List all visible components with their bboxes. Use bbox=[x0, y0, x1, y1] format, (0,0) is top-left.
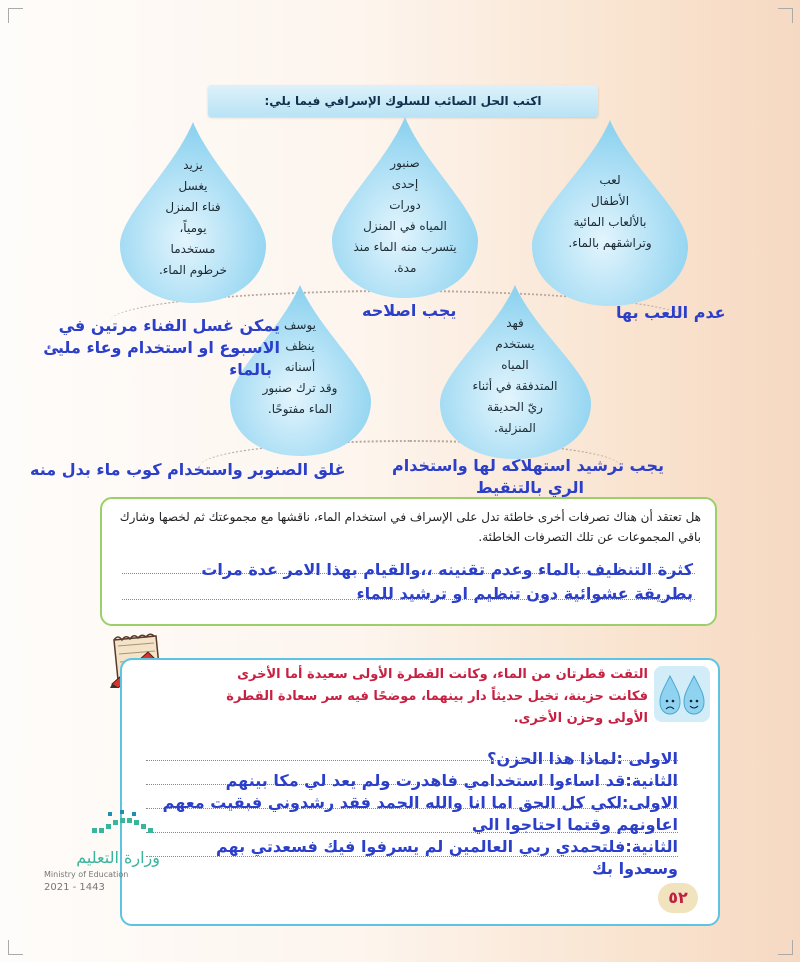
drop-line: يغسل bbox=[178, 179, 208, 193]
answer-line: يمكن غسل الفناء مرتين في bbox=[58, 316, 280, 335]
crop-mark bbox=[778, 940, 793, 955]
drop-line: الماء مفتوحًا. bbox=[267, 402, 333, 416]
drop-line: فناء المنزل bbox=[165, 200, 221, 214]
discussion-answer-line[interactable]: كثرة التنظيف بالماء وعدم تقنينه ،،والقيام بهذا الامر عدة مرات bbox=[201, 560, 693, 579]
answer-line: بالماء bbox=[229, 360, 272, 379]
dialogue[interactable] bbox=[163, 748, 678, 880]
answer-yazid bbox=[43, 315, 280, 381]
answer-youssef[interactable]: غلق الصنوبر واستخدام كوب ماء بدل منه bbox=[30, 460, 346, 479]
ministry-logo-icon bbox=[88, 810, 160, 838]
drop-line: فهد bbox=[506, 316, 524, 330]
drop-line: يتسرب منه الماء منذ bbox=[353, 240, 457, 254]
discussion-box bbox=[100, 497, 717, 626]
dialogue-line: اعاونهم وقتما احتاجوا الي bbox=[471, 815, 678, 834]
crop-mark bbox=[8, 8, 23, 23]
drop-line: الأطفال bbox=[590, 194, 630, 208]
answer-children[interactable]: عدم اللعب بها bbox=[616, 303, 726, 322]
page-number: ٥٢ bbox=[658, 883, 698, 913]
answer-sanbour[interactable]: يجب اصلاحه bbox=[362, 301, 457, 320]
story-box bbox=[120, 658, 720, 926]
drop-line: يستخدم bbox=[495, 337, 535, 351]
water-drops-icon bbox=[654, 666, 710, 722]
drop-line: أسنانه bbox=[284, 360, 316, 374]
drop-yazid bbox=[118, 120, 268, 305]
drop-line: لعب bbox=[599, 173, 621, 187]
crop-mark bbox=[8, 940, 23, 955]
dialogue-line: الثانية:قد اساءوا استخدامي فاهدرت ولم يعد لي مكا بينهم bbox=[225, 771, 678, 790]
drop-fahd bbox=[438, 283, 593, 461]
answer-fahd bbox=[392, 455, 664, 499]
drop-line: يزيد bbox=[183, 158, 203, 172]
drop-children bbox=[530, 118, 690, 308]
dialogue-line: الاولى:لكي كل الحق اما انا والله الحمد فقد رشدوني فبقيت معهم bbox=[162, 793, 678, 812]
exercise-title-text: اكتب الحل الصائب للسلوك الإسرافي فيما يلي: bbox=[264, 94, 542, 108]
drop-line: إحدى bbox=[391, 177, 419, 191]
answer-line: يجب ترشيد استهلاكه لها واستخدام bbox=[392, 456, 664, 475]
drop-sanbour bbox=[330, 115, 480, 300]
drop-line: وتراشقهم بالماء. bbox=[568, 236, 652, 250]
dialogue-line: وسعدوا بك bbox=[592, 859, 678, 878]
crop-mark bbox=[778, 8, 793, 23]
discussion-answer-line[interactable]: بطريقة عشوائية دون تنظيم او ترشيد للماء bbox=[356, 584, 693, 603]
drop-line: صنبور bbox=[390, 156, 420, 170]
drop-line: بالألعاب المائية bbox=[573, 215, 647, 229]
answer-line: الري بالتنقيط bbox=[476, 478, 584, 497]
drop-line: وقد ترك صنبور bbox=[262, 381, 338, 395]
dialogue-line: الاولى :لماذا هذا الحزن؟ bbox=[487, 749, 678, 768]
drop-line: ينظف bbox=[285, 339, 315, 353]
ministry-name-arabic: وزارة التعليم bbox=[76, 848, 160, 867]
drop-line: دورات bbox=[389, 198, 421, 212]
story-prompt: التقت قطرتان من الماء، وكانت القطرة الأولى سعيدة أما الأخرى فكانت حزينة، تخيل حديثاً دار بينهما، موضحًا فيه سر سعادة القطرة الأولى وحزن الأخرى. bbox=[226, 667, 648, 726]
drop-line: خرطوم الماء. bbox=[158, 263, 228, 277]
discussion-question: هل تعتقد أن هناك تصرفات أخرى خاطئة تدل على الإسراف في استخدام الماء، ناقشها مع مجموعتك ثم لخصها وشارك باقي المجموعات عن تلك التصرفات الخاطئة. bbox=[119, 510, 701, 544]
drop-line: مستخدما bbox=[170, 242, 216, 256]
drop-line: مدة. bbox=[393, 261, 417, 275]
drop-line: يوسف bbox=[283, 318, 316, 332]
dialogue-line: الثانية:فلتحمدي ربي العالمين لم يسرفوا فيك فسعدتي بهم bbox=[215, 837, 678, 856]
drop-line: المياه في المنزل bbox=[363, 219, 447, 233]
answer-line: الاسبوع او استخدام وعاء مليئ bbox=[43, 338, 280, 357]
exercise-title bbox=[208, 85, 598, 117]
ministry-name-english: Ministry of Education bbox=[44, 870, 129, 879]
drop-line: المنزلية. bbox=[494, 421, 536, 435]
ministry-year: 2021 - 1443 bbox=[44, 882, 105, 893]
drop-line: المياه bbox=[501, 358, 529, 372]
drop-line: المتدفقة في أثناء bbox=[472, 379, 558, 393]
drop-line: يومياً، bbox=[179, 221, 207, 235]
drop-line: ريّ الحديقة bbox=[487, 400, 543, 414]
